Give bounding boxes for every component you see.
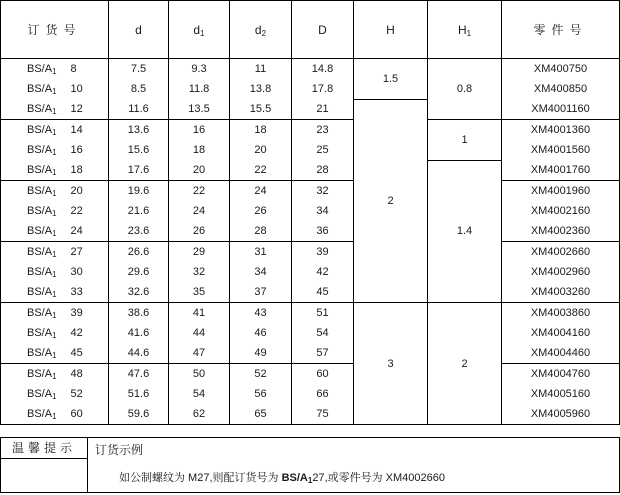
D-cell: 23 bbox=[292, 120, 354, 141]
d1-cell: 11.8 bbox=[169, 79, 230, 99]
order-number-cell: $BS/A_1$ 42 bbox=[1, 323, 109, 343]
d-cell: 15.6 bbox=[109, 140, 169, 160]
d1-cell: 62 bbox=[169, 404, 230, 425]
table-row bbox=[1, 59, 620, 80]
d-cell: 51.6 bbox=[109, 384, 169, 404]
part-number-cell: XM4002660 bbox=[502, 242, 620, 263]
H-cell: 2 bbox=[354, 99, 428, 303]
order-number-cell: $BS/A_1$ 60 bbox=[1, 404, 109, 425]
d1-cell: 44 bbox=[169, 323, 230, 343]
table-row bbox=[1, 323, 620, 343]
table-header-row bbox=[1, 1, 620, 59]
d2-cell: 43 bbox=[230, 303, 292, 324]
part-number-cell: XM4001160 bbox=[502, 99, 620, 120]
d-cell: 59.6 bbox=[109, 404, 169, 425]
H1-cell: 1.4 bbox=[428, 160, 502, 303]
d2-cell: 18 bbox=[230, 120, 292, 141]
table-row bbox=[1, 160, 620, 181]
table-row bbox=[1, 364, 620, 385]
d1-cell: 47 bbox=[169, 343, 230, 364]
d1-cell: 9.3 bbox=[169, 59, 230, 80]
order-number-cell: $BS/A_1$ 33 bbox=[1, 282, 109, 303]
d2-cell: 22 bbox=[230, 160, 292, 181]
d-cell: 29.6 bbox=[109, 262, 169, 282]
d1-cell: 29 bbox=[169, 242, 230, 263]
notice-example: 如公制螺纹为 M27,则配订货号为 $BS/A_127$,或零件号为 XM4002660 bbox=[119, 472, 445, 485]
table-row bbox=[1, 201, 620, 221]
header-D: D bbox=[292, 1, 354, 59]
d-cell: 23.6 bbox=[109, 221, 169, 242]
part-number-cell: XM4004760 bbox=[502, 364, 620, 385]
order-number-cell: $BS/A_1$ 45 bbox=[1, 343, 109, 364]
part-number-cell: XM4002360 bbox=[502, 221, 620, 242]
table-row bbox=[1, 99, 620, 120]
d2-cell: 13.8 bbox=[230, 79, 292, 99]
table-row bbox=[1, 242, 620, 263]
table-row bbox=[1, 181, 620, 202]
d-cell: 13.6 bbox=[109, 120, 169, 141]
header-d2: $d_2$ bbox=[230, 1, 292, 59]
d1-cell: 24 bbox=[169, 201, 230, 221]
part-number-cell: XM4005960 bbox=[502, 404, 620, 425]
D-cell: 45 bbox=[292, 282, 354, 303]
d-cell: 41.6 bbox=[109, 323, 169, 343]
d1-cell: 20 bbox=[169, 160, 230, 181]
D-cell: 36 bbox=[292, 221, 354, 242]
order-number-cell: $BS/A_1$ 30 bbox=[1, 262, 109, 282]
D-cell: 66 bbox=[292, 384, 354, 404]
d-cell: 26.6 bbox=[109, 242, 169, 263]
order-number-cell: $BS/A_1$ 8 bbox=[1, 59, 109, 80]
d-cell: 17.6 bbox=[109, 160, 169, 181]
order-number-cell: $BS/A_1$ 12 bbox=[1, 99, 109, 120]
H-cell: 1.5 bbox=[354, 59, 428, 100]
part-number-cell: XM4005160 bbox=[502, 384, 620, 404]
H1-cell: 0.8 bbox=[428, 59, 502, 120]
notice-title: 订货示例 bbox=[95, 443, 144, 457]
d-cell: 44.6 bbox=[109, 343, 169, 364]
D-cell: 28 bbox=[292, 160, 354, 181]
d-cell: 47.6 bbox=[109, 364, 169, 385]
part-number-cell: XM4001760 bbox=[502, 160, 620, 181]
d2-cell: 34 bbox=[230, 262, 292, 282]
part-number-cell: XM4004460 bbox=[502, 343, 620, 364]
ordering-notice bbox=[0, 437, 620, 493]
order-number-cell: $BS/A_1$ 22 bbox=[1, 201, 109, 221]
d2-cell: 24 bbox=[230, 181, 292, 202]
d1-cell: 13.5 bbox=[169, 99, 230, 120]
D-cell: 51 bbox=[292, 303, 354, 324]
d2-cell: 65 bbox=[230, 404, 292, 425]
table-row bbox=[1, 120, 620, 141]
notice-label: 温馨提示 bbox=[1, 438, 88, 459]
d-cell: 7.5 bbox=[109, 59, 169, 80]
table-row bbox=[1, 140, 620, 160]
part-number-cell: XM4002160 bbox=[502, 201, 620, 221]
D-cell: 25 bbox=[292, 140, 354, 160]
D-cell: 17.8 bbox=[292, 79, 354, 99]
table-row bbox=[1, 303, 620, 324]
part-number-cell: XM4003860 bbox=[502, 303, 620, 324]
d1-cell: 26 bbox=[169, 221, 230, 242]
D-cell: 39 bbox=[292, 242, 354, 263]
D-cell: 57 bbox=[292, 343, 354, 364]
part-number-cell: XM400850 bbox=[502, 79, 620, 99]
D-cell: 75 bbox=[292, 404, 354, 425]
order-number-cell: $BS/A_1$ 10 bbox=[1, 79, 109, 99]
d-cell: 11.6 bbox=[109, 99, 169, 120]
d1-cell: 32 bbox=[169, 262, 230, 282]
order-number-cell: $BS/A_1$ 16 bbox=[1, 140, 109, 160]
order-number-cell: $BS/A_1$ 39 bbox=[1, 303, 109, 324]
order-number-cell: $BS/A_1$ 14 bbox=[1, 120, 109, 141]
d1-cell: 50 bbox=[169, 364, 230, 385]
d2-cell: 15.5 bbox=[230, 99, 292, 120]
part-number-cell: XM4004160 bbox=[502, 323, 620, 343]
d-cell: 32.6 bbox=[109, 282, 169, 303]
order-number-cell: $BS/A_1$ 48 bbox=[1, 364, 109, 385]
part-number-cell: XM4002960 bbox=[502, 262, 620, 282]
d1-cell: 16 bbox=[169, 120, 230, 141]
H1-cell: 1 bbox=[428, 120, 502, 161]
d2-cell: 31 bbox=[230, 242, 292, 263]
H1-cell: 2 bbox=[428, 303, 502, 425]
table-row bbox=[1, 79, 620, 99]
part-number-cell: XM400750 bbox=[502, 59, 620, 80]
order-number-cell: $BS/A_1$ 18 bbox=[1, 160, 109, 181]
D-cell: 34 bbox=[292, 201, 354, 221]
order-number-cell: $BS/A_1$ 27 bbox=[1, 242, 109, 263]
d1-cell: 22 bbox=[169, 181, 230, 202]
table-row bbox=[1, 282, 620, 303]
header-part-number: 零件号 bbox=[502, 1, 620, 59]
d2-cell: 52 bbox=[230, 364, 292, 385]
table-row bbox=[1, 343, 620, 364]
d1-cell: 18 bbox=[169, 140, 230, 160]
d2-cell: 20 bbox=[230, 140, 292, 160]
part-number-cell: XM4001360 bbox=[502, 120, 620, 141]
d-cell: 8.5 bbox=[109, 79, 169, 99]
d-cell: 38.6 bbox=[109, 303, 169, 324]
d2-cell: 49 bbox=[230, 343, 292, 364]
part-number-cell: XM4001560 bbox=[502, 140, 620, 160]
header-H1: $H_1$ bbox=[428, 1, 502, 59]
header-d: d bbox=[109, 1, 169, 59]
header-d1: $d_1$ bbox=[169, 1, 230, 59]
D-cell: 32 bbox=[292, 181, 354, 202]
d-cell: 21.6 bbox=[109, 201, 169, 221]
order-number-cell: $BS/A_1$ 52 bbox=[1, 384, 109, 404]
D-cell: 21 bbox=[292, 99, 354, 120]
table-row bbox=[1, 221, 620, 242]
D-cell: 60 bbox=[292, 364, 354, 385]
d1-cell: 35 bbox=[169, 282, 230, 303]
table-row bbox=[1, 384, 620, 404]
order-number-cell: $BS/A_1$ 20 bbox=[1, 181, 109, 202]
table-row bbox=[1, 404, 620, 425]
D-cell: 42 bbox=[292, 262, 354, 282]
order-number-cell: $BS/A_1$ 24 bbox=[1, 221, 109, 242]
d2-cell: 56 bbox=[230, 384, 292, 404]
D-cell: 54 bbox=[292, 323, 354, 343]
part-number-cell: XM4001960 bbox=[502, 181, 620, 202]
d1-cell: 54 bbox=[169, 384, 230, 404]
d2-cell: 46 bbox=[230, 323, 292, 343]
d1-cell: 41 bbox=[169, 303, 230, 324]
d2-cell: 26 bbox=[230, 201, 292, 221]
d2-cell: 28 bbox=[230, 221, 292, 242]
notice-divider bbox=[87, 438, 88, 492]
part-number-cell: XM4003260 bbox=[502, 282, 620, 303]
D-cell: 14.8 bbox=[292, 59, 354, 80]
d2-cell: 11 bbox=[230, 59, 292, 80]
table-row bbox=[1, 262, 620, 282]
header-H: H bbox=[354, 1, 428, 59]
H-cell: 3 bbox=[354, 303, 428, 425]
header-order-number: 订货号 bbox=[1, 1, 109, 59]
d-cell: 19.6 bbox=[109, 181, 169, 202]
d2-cell: 37 bbox=[230, 282, 292, 303]
